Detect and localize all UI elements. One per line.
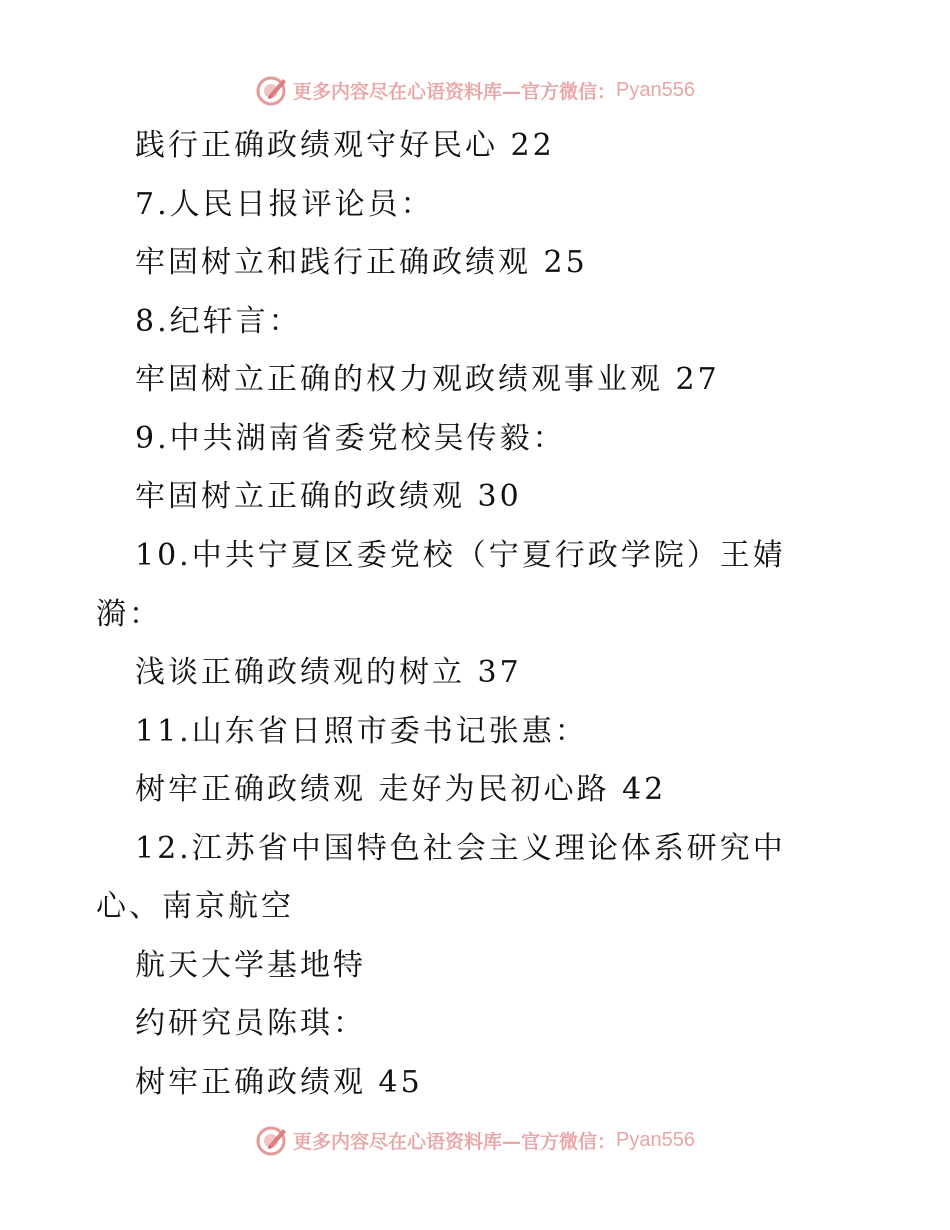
watermark-handle: Pyan556 bbox=[616, 78, 695, 101]
toc-line: 航天大学基地特 bbox=[135, 948, 366, 983]
toc-line: 牢固树立正确的权力观政绩观事业观 27 bbox=[135, 362, 720, 397]
toc-line: 树牢正确政绩观 45 bbox=[135, 1065, 423, 1100]
toc-line: 约研究员陈琪： bbox=[135, 1006, 366, 1041]
watermark-handle: Pyan556 bbox=[616, 1128, 695, 1151]
watermark-text: 更多内容尽在心语资料库—官方微信： bbox=[293, 80, 617, 103]
toc-line: 牢固树立和践行正确政绩观 25 bbox=[135, 245, 588, 280]
toc-line: 7.人民日报评论员： bbox=[135, 187, 434, 222]
toc-line: 12.江苏省中国特色社会主义理论体系研究中 bbox=[135, 831, 786, 866]
toc-line: 牢固树立正确的政绩观 30 bbox=[135, 479, 522, 514]
toc-line: 10.中共宁夏区委党校（宁夏行政学院）王婧 bbox=[135, 538, 786, 573]
pen-logo-icon bbox=[255, 73, 289, 107]
toc-line: 树牢正确政绩观 走好为民初心路 42 bbox=[135, 772, 667, 807]
toc-line: 浅谈正确政绩观的树立 37 bbox=[135, 655, 522, 690]
toc-line: 心、南京航空 bbox=[96, 889, 294, 924]
pen-logo-icon bbox=[255, 1123, 289, 1157]
toc-line: 漪： bbox=[96, 597, 162, 632]
toc-line: 11.山东省日照市委书记张惠： bbox=[135, 714, 588, 749]
footer-watermark bbox=[0, 1120, 950, 1160]
header-watermark bbox=[0, 70, 950, 110]
toc-line: 8.纪轩言： bbox=[135, 304, 302, 339]
toc-line: 践行正确政绩观守好民心 22 bbox=[135, 128, 555, 163]
toc-line: 9.中共湖南省委党校吴传毅： bbox=[135, 421, 566, 456]
watermark-text: 更多内容尽在心语资料库—官方微信： bbox=[293, 1130, 617, 1153]
